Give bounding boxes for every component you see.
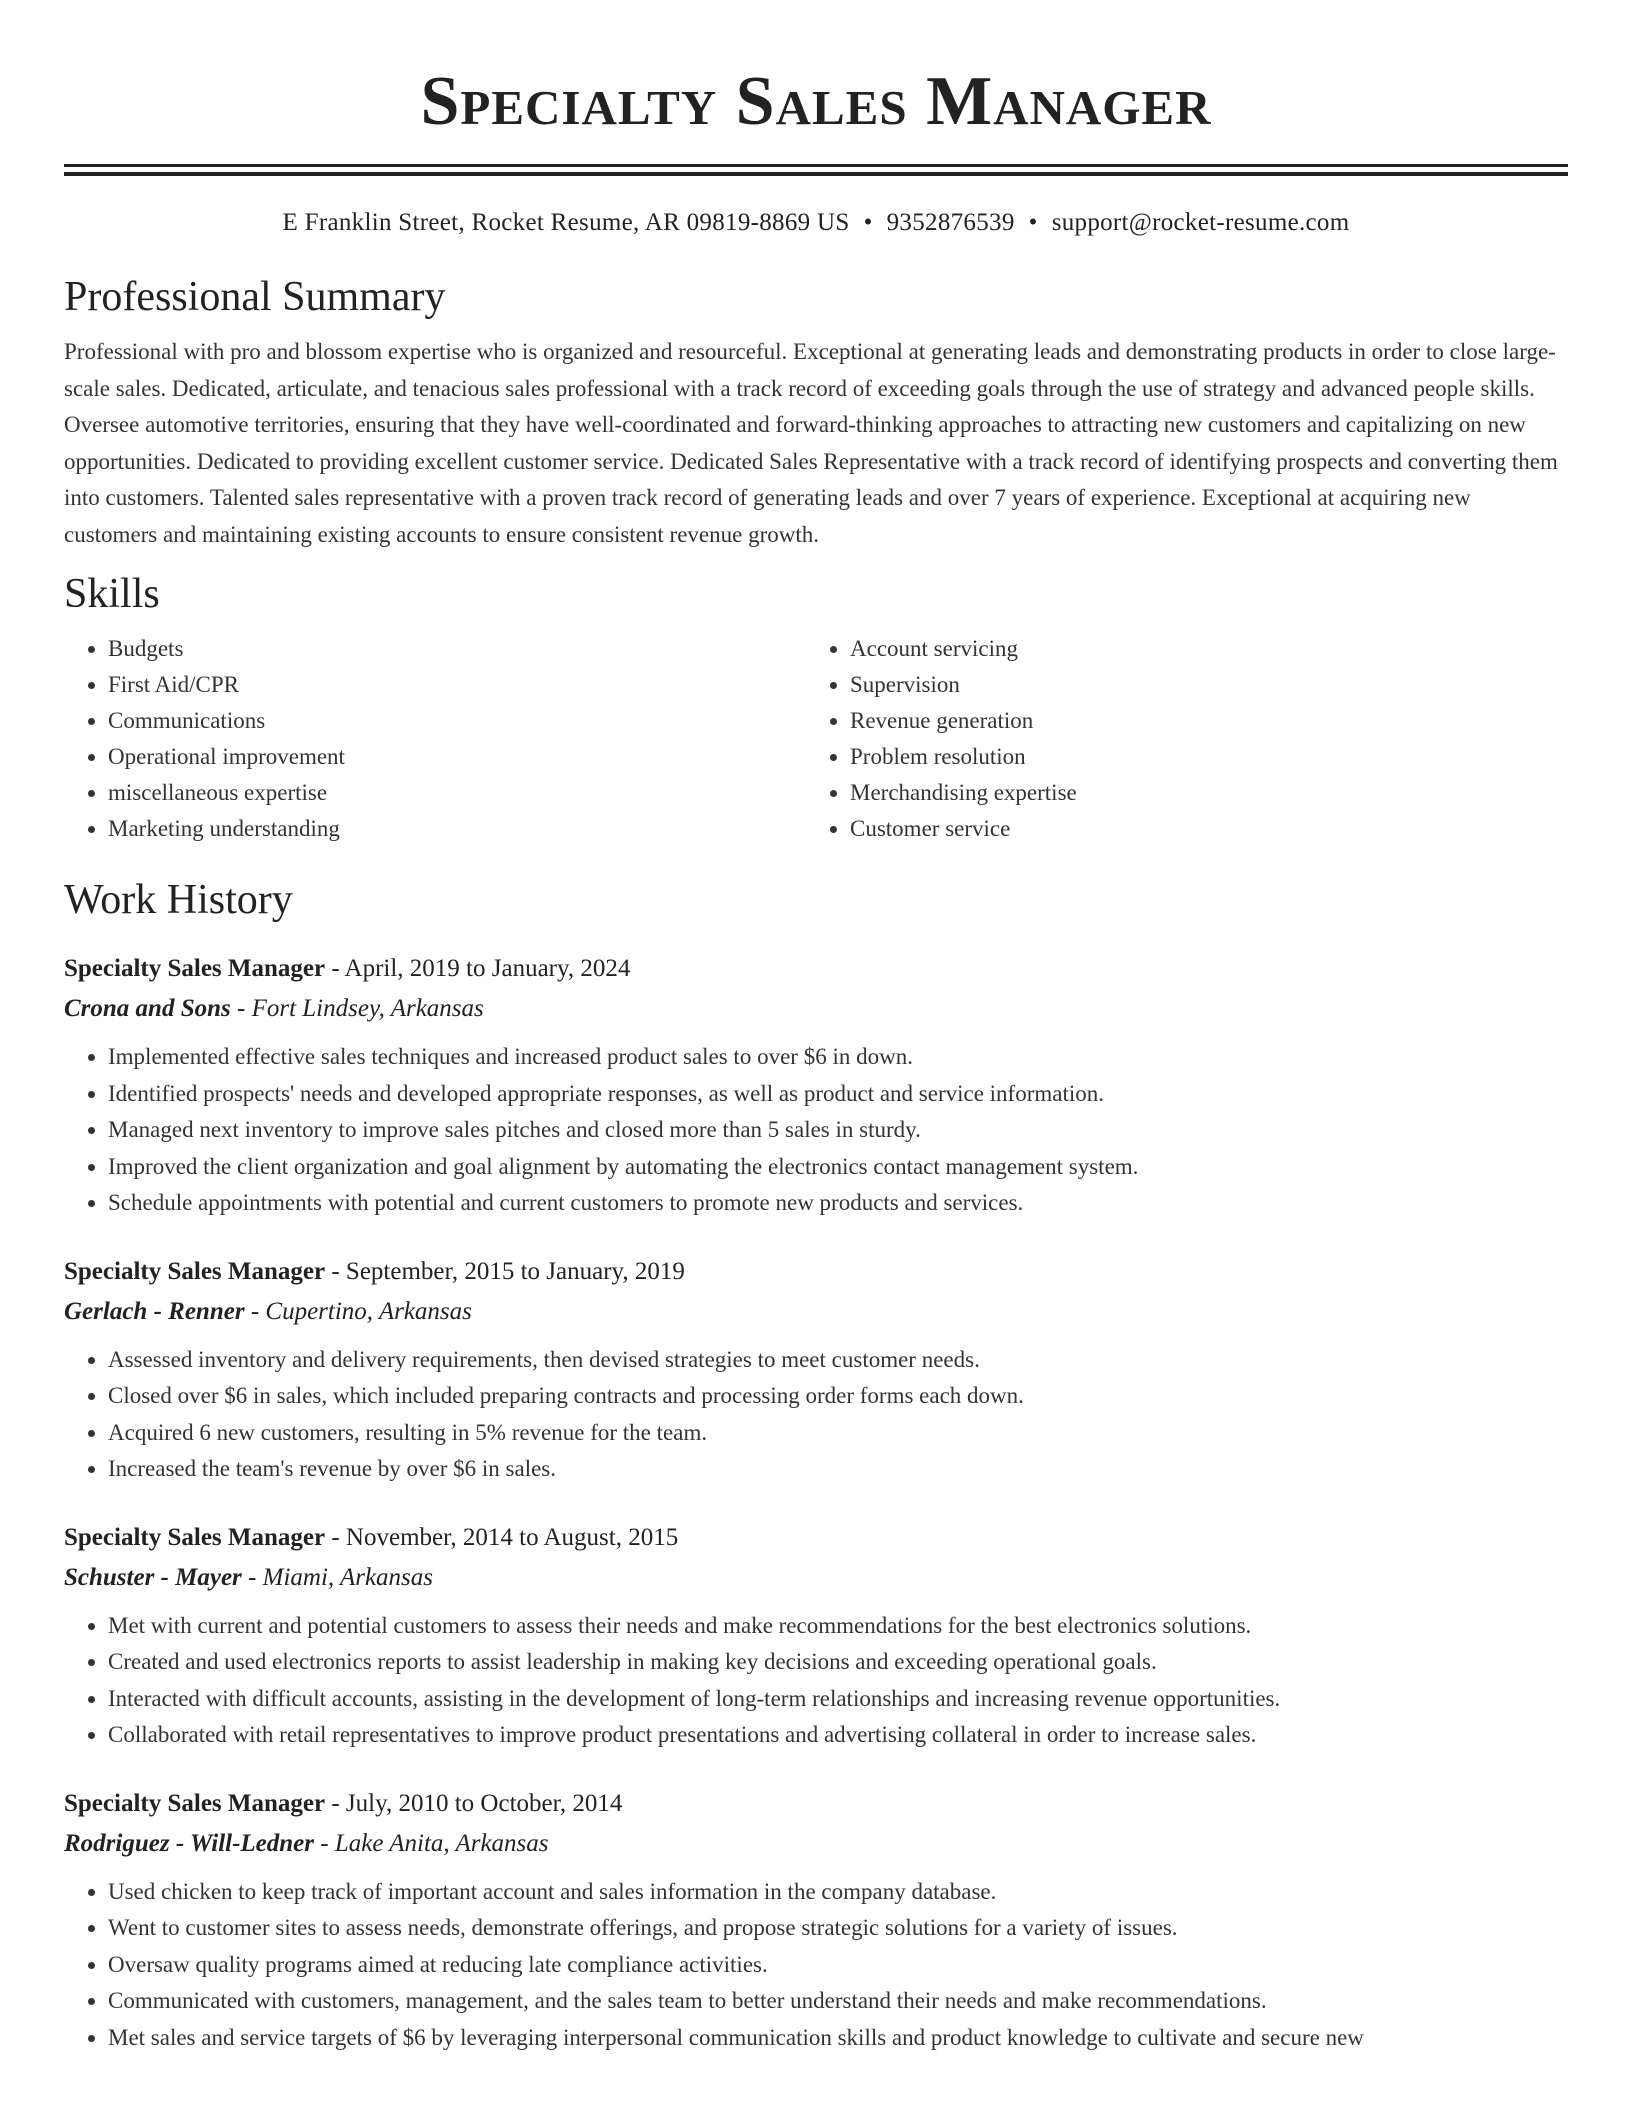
job-entry bbox=[64, 1518, 1568, 1754]
summary-heading: Professional Summary bbox=[64, 274, 446, 320]
job-entry bbox=[64, 1252, 1568, 1488]
job-bullet: • Acquired 6 new customers, resulting in 5% revenue for the team. bbox=[108, 1415, 1568, 1452]
skill-item: • Account servicing bbox=[850, 631, 1548, 667]
job-bullet: • Closed over $6 in sales, which included preparing contracts and processing order forms each down. bbox=[108, 1378, 1568, 1415]
job-company-line bbox=[64, 1824, 1568, 1864]
skill-item: • Budgets bbox=[108, 631, 806, 667]
skill-item: • Customer service bbox=[850, 811, 1548, 847]
contact-address: E Franklin Street, Rocket Resume, AR 09819-8869 US bbox=[282, 209, 850, 236]
skill-item: • Communications bbox=[108, 703, 806, 739]
job-location: - Miami, Arkansas bbox=[241, 1563, 433, 1591]
job-bullet: • Increased the team's revenue by over $6 in sales. bbox=[108, 1451, 1568, 1488]
job-bullet: • Schedule appointments with potential and current customers to promote new products and services. bbox=[108, 1185, 1568, 1222]
job-bullet: • Met sales and service targets of $6 by leveraging interpersonal communication skills and product knowledge to cultivate and secure new bbox=[108, 2020, 1568, 2057]
job-bullets bbox=[64, 1608, 1568, 1754]
job-bullet: • Implemented effective sales techniques and increased product sales to over $6 in down. bbox=[108, 1039, 1568, 1076]
job-location: - Lake Anita, Arkansas bbox=[314, 1829, 549, 1857]
contact-separator: • bbox=[863, 209, 873, 236]
job-bullet: • Identified prospects' needs and developed appropriate responses, as well as product and service information. bbox=[108, 1076, 1568, 1113]
job-location: - Fort Lindsey, Arkansas bbox=[230, 995, 484, 1022]
contact-line bbox=[64, 206, 1568, 240]
job-company: Crona and Sons bbox=[64, 995, 231, 1022]
summary-text: Professional with pro and blossom expertise who is organized and resourceful. Exceptional at generating leads and demonstrating products in order to close large-scale sales. Dedicated, articulate, and tenacious sales professional with a track record of exceeding goals through the use of strategy and advanced people skills. Oversee automotive territories, ensuring that they have well-coordinated and forward-thinking approaches to attracting new customers and capitalizing on new opportunities. Dedicated to providing excellent customer service. Dedicated Sales Representative with a track record of identifying prospects and converting them into customers. Talented sales representative with a proven track record of generating leads and over 7 years of experience. Exceptional at acquiring new customers and maintaining existing accounts to ensure consistent revenue growth. bbox=[64, 339, 1558, 547]
job-dates: - November, 2014 to August, 2015 bbox=[325, 1523, 679, 1551]
job-title-line bbox=[64, 949, 1568, 989]
skills-heading: Skills bbox=[64, 571, 160, 617]
skill-item: • First Aid/CPR bbox=[108, 667, 806, 703]
contact-separator: • bbox=[1028, 209, 1038, 236]
job-bullets bbox=[64, 1874, 1568, 2057]
job-role: Specialty Sales Manager bbox=[64, 1257, 326, 1285]
job-title-line bbox=[64, 1784, 1568, 1824]
skills-list bbox=[64, 631, 1568, 847]
job-company: Rodriguez - Will-Ledner bbox=[64, 1829, 315, 1857]
skill-item: • Marketing understanding bbox=[108, 811, 806, 847]
work-history-heading: Work History bbox=[64, 877, 293, 923]
job-bullet: • Assessed inventory and delivery requirements, then devised strategies to meet customer needs. bbox=[108, 1342, 1568, 1379]
contact-phone: 9352876539 bbox=[886, 209, 1015, 236]
job-bullets bbox=[64, 1342, 1568, 1488]
job-bullet: • Communicated with customers, management, and the sales team to better understand their needs and make recommendations. bbox=[108, 1983, 1568, 2020]
job-bullet: • Met with current and potential customers to assess their needs and make recommendations for the best electronics solutions. bbox=[108, 1608, 1568, 1645]
job-location: - Cupertino, Arkansas bbox=[244, 1297, 472, 1325]
job-dates: - April, 2019 to January, 2024 bbox=[325, 955, 631, 982]
skill-item: • Revenue generation bbox=[850, 703, 1548, 739]
job-bullet: • Improved the client organization and goal alignment by automating the electronics contact management system. bbox=[108, 1149, 1568, 1186]
skill-item: • Problem resolution bbox=[850, 739, 1548, 775]
job-bullet: • Created and used electronics reports to assist leadership in making key decisions and exceeding operational goals. bbox=[108, 1644, 1568, 1681]
job-bullet: • Oversaw quality programs aimed at reducing late compliance activities. bbox=[108, 1947, 1568, 1984]
job-bullet: • Interacted with difficult accounts, assisting in the development of long-term relationships and increasing revenue opportunities. bbox=[108, 1681, 1568, 1718]
job-role: Specialty Sales Manager bbox=[64, 1789, 326, 1817]
job-company-line bbox=[64, 1292, 1568, 1332]
job-dates: - July, 2010 to October, 2014 bbox=[325, 1789, 623, 1817]
job-company-line bbox=[64, 989, 1568, 1029]
job-role: Specialty Sales Manager bbox=[64, 1523, 326, 1551]
skills-column-left bbox=[64, 631, 806, 847]
resume-name: Specialty Sales Manager bbox=[420, 63, 1212, 140]
job-company: Schuster - Mayer bbox=[64, 1563, 242, 1591]
job-bullet: • Collaborated with retail representatives to improve product presentations and advertising collateral in order to increase sales. bbox=[108, 1717, 1568, 1754]
job-title-line bbox=[64, 1518, 1568, 1558]
contact-email: support@rocket-resume.com bbox=[1051, 209, 1350, 236]
skill-item: • Operational improvement bbox=[108, 739, 806, 775]
job-title-line bbox=[64, 1252, 1568, 1292]
skills-column-right bbox=[806, 631, 1548, 847]
job-company: Gerlach - Renner bbox=[64, 1297, 245, 1325]
job-entry bbox=[64, 949, 1568, 1222]
resume-page bbox=[64, 0, 1568, 2056]
skill-item: • miscellaneous expertise bbox=[108, 775, 806, 811]
job-dates: - September, 2015 to January, 2019 bbox=[325, 1257, 685, 1285]
job-role: Specialty Sales Manager bbox=[64, 955, 326, 982]
skill-item: • Merchandising expertise bbox=[850, 775, 1548, 811]
skill-item: • Supervision bbox=[850, 667, 1548, 703]
job-bullets bbox=[64, 1039, 1568, 1222]
job-entry bbox=[64, 1784, 1568, 2057]
header-divider bbox=[64, 164, 1568, 176]
job-bullet: • Went to customer sites to assess needs, demonstrate offerings, and propose strategic solutions for a variety of issues. bbox=[108, 1910, 1568, 1947]
job-bullet: • Managed next inventory to improve sales pitches and closed more than 5 sales in sturdy. bbox=[108, 1112, 1568, 1149]
job-bullet: • Used chicken to keep track of important account and sales information in the company database. bbox=[108, 1874, 1568, 1911]
job-company-line bbox=[64, 1558, 1568, 1598]
